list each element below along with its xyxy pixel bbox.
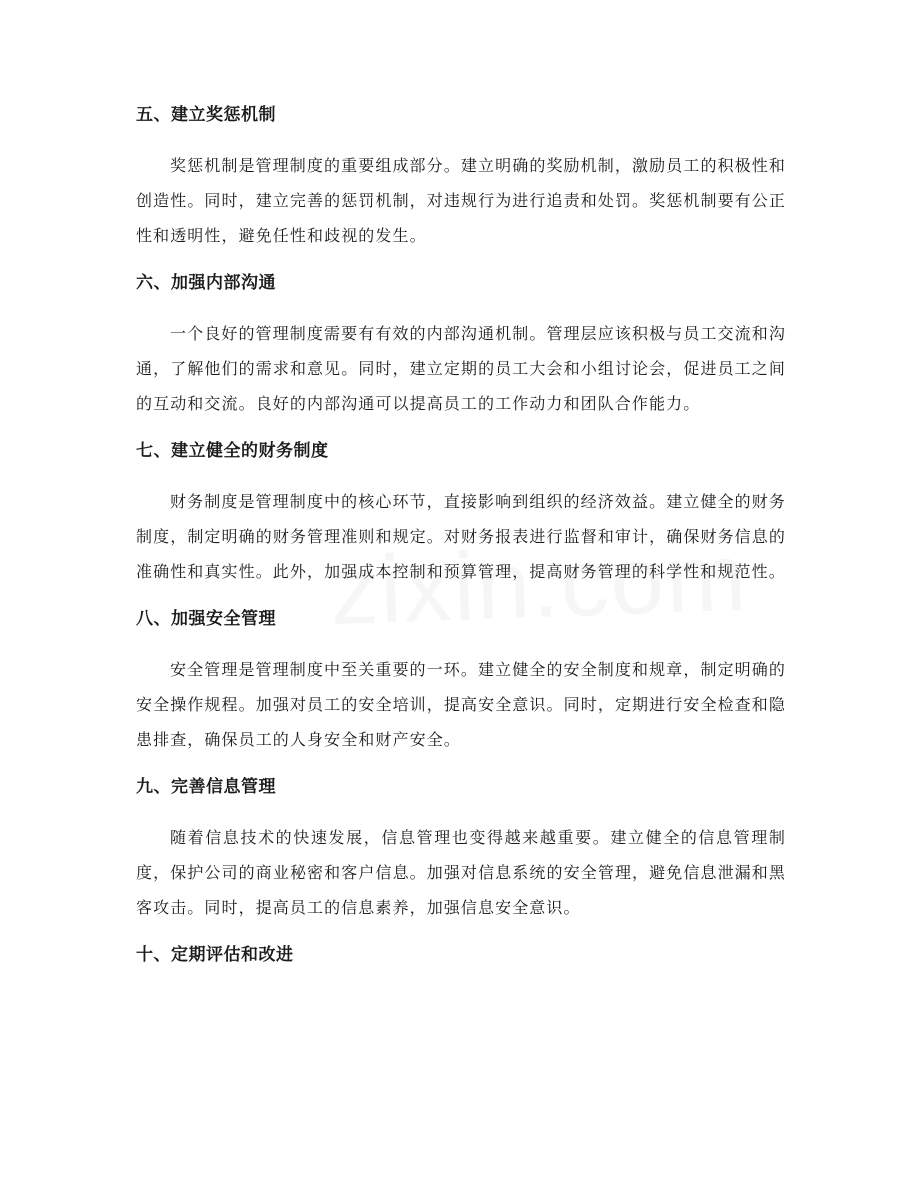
- section-7: [136, 438, 786, 589]
- section-9: [136, 774, 786, 925]
- section-paragraph: 随着信息技术的快速发展，信息管理也变得越来越重要。建立健全的信息管理制度，保护公司的商业秘密和客户信息。加强对信息系统的安全管理，避免信息泄漏和黑客攻击。同时，提高员工的信息素养，加强信息安全意识。: [136, 828, 786, 917]
- section-paragraph: 财务制度是管理制度中的核心环节，直接影响到组织的经济效益。建立健全的财务制度，制定明确的财务管理准则和规定。对财务报表进行监督和审计，确保财务信息的准确性和真实性。此外，加强成本控制和预算管理，提高财务管理的科学性和规范性。: [136, 492, 786, 581]
- document-content: [136, 102, 786, 988]
- section-5: [136, 102, 786, 253]
- section-title: 五、建立奖惩机制: [136, 105, 276, 125]
- section-title: 六、加强内部沟通: [136, 273, 276, 293]
- section-paragraph: 奖惩机制是管理制度的重要组成部分。建立明确的奖励机制，激励员工的积极性和创造性。同时，建立完善的惩罚机制，对违规行为进行追责和处罚。奖惩机制要有公正性和透明性，避免任性和歧视的发生。: [136, 156, 786, 245]
- section-title: 十、定期评估和改进: [136, 945, 294, 965]
- section-8: [136, 606, 786, 757]
- section-paragraph: 安全管理是管理制度中至关重要的一环。建立健全的安全制度和规章，制定明确的安全操作规程。加强对员工的安全培训，提高安全意识。同时，定期进行安全检查和隐患排查，确保员工的人身安全和财产安全。: [136, 660, 786, 749]
- section-title: 九、完善信息管理: [136, 777, 276, 797]
- section-title: 七、建立健全的财务制度: [136, 441, 329, 461]
- section-paragraph: 一个良好的管理制度需要有有效的内部沟通机制。管理层应该积极与员工交流和沟通，了解他们的需求和意见。同时，建立定期的员工大会和小组讨论会，促进员工之间的互动和交流。良好的内部沟通可以提高员工的工作动力和团队合作能力。: [136, 324, 786, 413]
- section-6: [136, 270, 786, 421]
- section-title: 八、加强安全管理: [136, 609, 276, 629]
- section-10: [136, 942, 786, 968]
